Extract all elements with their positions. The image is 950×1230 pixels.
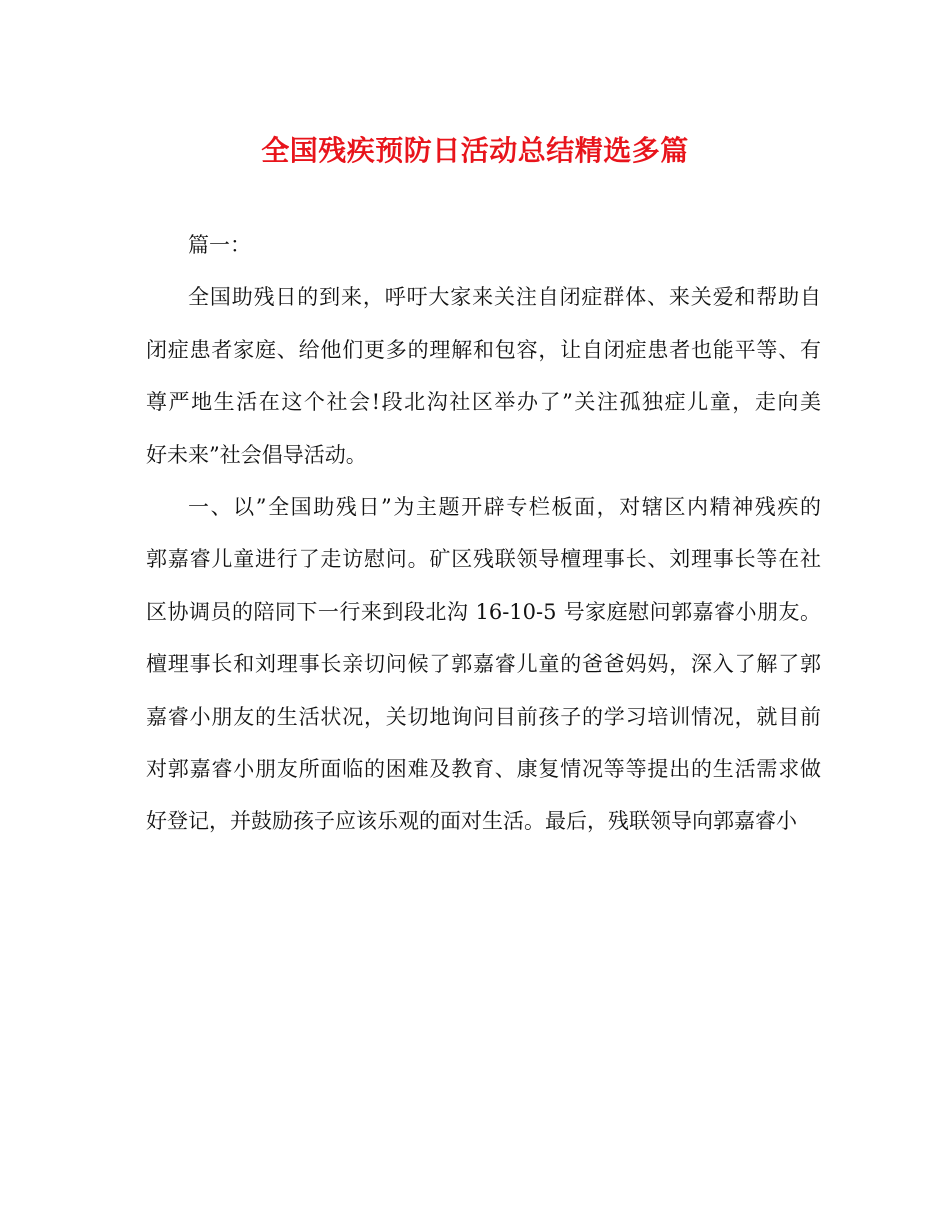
paragraph-line: 尊严地生活在这个社会!段北沟社区举办了”关注孤独症儿童，走向美 xyxy=(146,390,821,415)
paragraph-line: 嘉睿小朋友的生活状况，关切地询问目前孩子的学习培训情况，就目前 xyxy=(146,704,821,729)
paragraph-line: 一、以”全国助残日”为主题开辟专栏板面，对辖区内精神残疾的 xyxy=(188,495,821,520)
document-title: 全国残疾预防日活动总结精选多篇 xyxy=(261,134,689,167)
paragraph-line: 好未来”社会倡导活动。 xyxy=(146,442,367,467)
paragraph-line: 对郭嘉睿小朋友所面临的困难及教育、康复情况等等提出的生活需求做 xyxy=(146,757,821,782)
section-label-paragraph xyxy=(146,219,821,271)
document-body xyxy=(146,219,821,848)
paragraph-line: 闭症患者家庭、给他们更多的理解和包容，让自闭症患者也能平等、有 xyxy=(146,337,821,362)
section-label: 篇一： xyxy=(188,233,251,257)
paragraph-line: 全国助残日的到来，呼吁大家来关注自闭症群体、来关爱和帮助自 xyxy=(188,285,821,310)
paragraph-line: 好登记，并鼓励孩子应该乐观的面对生活。最后，残联领导向郭嘉睿小 xyxy=(146,809,797,834)
paragraph-line: 郭嘉睿儿童进行了走访慰问。矿区残联领导檀理事长、刘理事长等在社 xyxy=(146,547,821,572)
paragraph-line: 区协调员的陪同下一行来到段北沟 16-10-5 号家庭慰问郭嘉睿小朋友。 xyxy=(146,599,821,624)
paragraph-2 xyxy=(146,481,821,848)
paragraph-1 xyxy=(146,271,821,481)
paragraph-line: 檀理事长和刘理事长亲切问候了郭嘉睿儿童的爸爸妈妈，深入了解了郭 xyxy=(146,652,821,677)
